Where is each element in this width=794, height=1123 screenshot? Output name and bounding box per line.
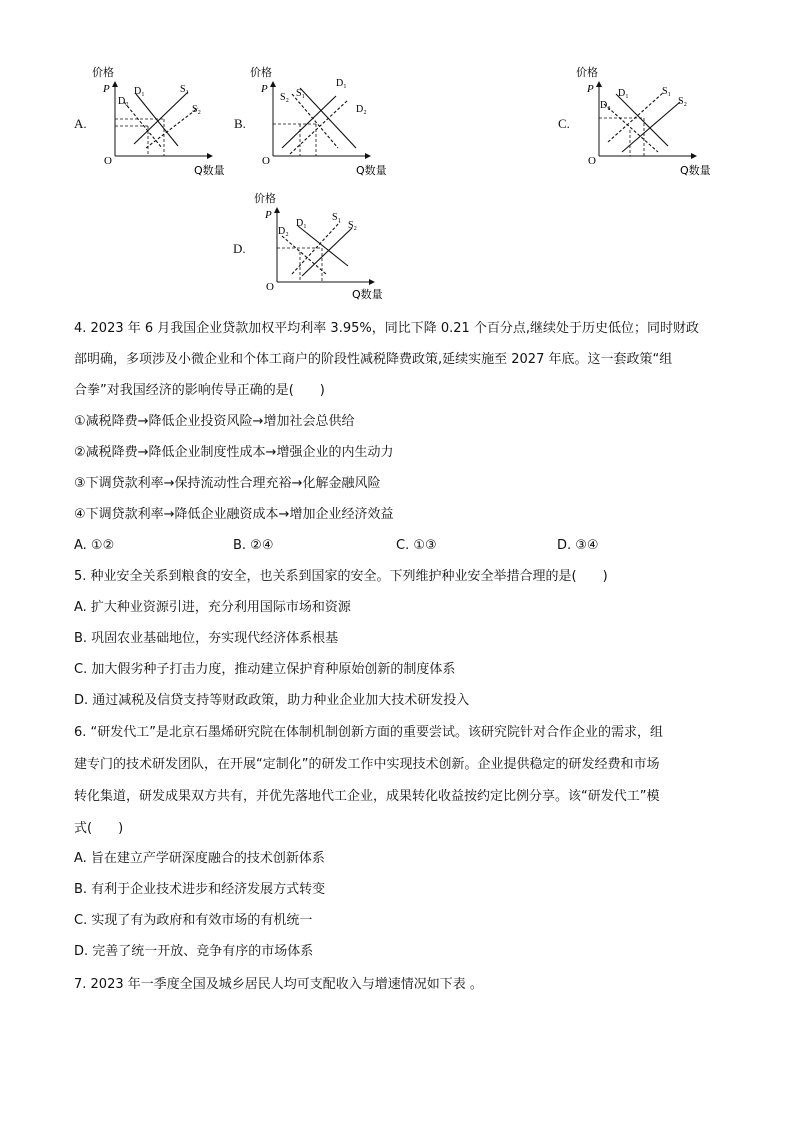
graph-d xyxy=(254,190,400,306)
q6-choice-a[interactable]: A. 旨在建立产学研深度融合的技术创新体系 xyxy=(74,851,325,866)
y-axis-label: 价格 xyxy=(576,66,598,79)
curve-label: S₁ xyxy=(296,88,306,99)
curve-label: D₁ xyxy=(336,78,347,89)
q4-item-2: ②减税降费→降低企业制度性成本→增强企业的内生动力 xyxy=(74,445,394,460)
q4-stem-line-3: 合拳”对我国经济的影响传导正确的是( ) xyxy=(74,383,325,398)
curve-label: D₁ xyxy=(618,88,629,99)
option-d-letter: D. xyxy=(233,241,246,256)
graph-c xyxy=(576,64,718,180)
curve-label: S₁ xyxy=(180,84,190,95)
q4-item-3: ③下调贷款利率→保持流动性合理充裕→化解金融风险 xyxy=(74,476,381,491)
q6-choice-c[interactable]: C. 实现了有为政府和有效市场的有机统一 xyxy=(74,913,313,928)
q4-choice-d[interactable]: D. ③④ xyxy=(557,538,599,553)
q6-choice-d[interactable]: D. 完善了统一开放、竞争有序的市场体系 xyxy=(74,944,314,959)
curve-label: D₂ xyxy=(278,226,289,237)
q5-choice-b[interactable]: B. 巩固农业基础地位，夯实现代经济体系根基 xyxy=(74,631,339,646)
x-axis-label: Q数量 xyxy=(356,164,387,177)
q6-choice-b[interactable]: B. 有利于企业技术进步和经济发展方式转变 xyxy=(74,882,326,897)
curve-label: S₂ xyxy=(192,104,202,115)
p-label: P xyxy=(265,209,272,221)
origin-label: O xyxy=(104,155,112,167)
curve-label: S₂ xyxy=(348,220,358,231)
p-label: P xyxy=(587,83,594,95)
q4-choice-a[interactable]: A. ①② xyxy=(74,538,115,553)
x-axis-label: Q数量 xyxy=(680,164,711,177)
curve-label: S₂ xyxy=(678,96,688,107)
x-axis-label: Q数量 xyxy=(194,164,225,177)
y-axis-label: 价格 xyxy=(92,66,114,79)
curve-label: S₁ xyxy=(662,86,672,97)
graph-b xyxy=(250,64,406,180)
q6-stem-line-4: 式( ) xyxy=(74,821,124,836)
curve-label: D₂ xyxy=(356,104,367,115)
curve-label: D₂ xyxy=(600,100,611,111)
q6-stem-line-2: 建专门的技术研发团队，在开展“定制化”的研发工作中实现技术创新。企业提供稳定的研发经费和市场 xyxy=(74,757,660,772)
q4-stem-line-1: 4. 2023 年 6 月我国企业贷款加权平均利率 3.95%，同比下降 0.21 个百分点,继续处于历史低位；同时财政 xyxy=(74,321,700,336)
q4-choice-b[interactable]: B. ②④ xyxy=(233,538,274,553)
x-axis-label: Q数量 xyxy=(352,288,383,301)
p-label: P xyxy=(103,83,110,95)
q4-stem-line-2: 部明确，多项涉及小微企业和个体工商户的阶段性减税降费政策,延续实施至 2027 年底。这一套政策“组 xyxy=(74,352,673,367)
origin-label: O xyxy=(266,281,274,293)
q5-choice-d[interactable]: D. 通过减税及信贷支持等财政政策，助力种业企业加大技术研发投入 xyxy=(74,693,470,708)
curve-label: D₂ xyxy=(118,96,129,107)
q4-choice-c[interactable]: C. ①③ xyxy=(396,538,437,553)
q5-stem: 5. 种业安全关系到粮食的安全，也关系到国家的安全。下列维护种业安全举措合理的是( ) xyxy=(74,569,608,584)
option-b-letter: B. xyxy=(234,116,246,131)
origin-label: O xyxy=(588,155,596,167)
graph-a xyxy=(92,64,234,180)
q6-stem-line-3: 转化集道，研发成果双方共有，并优先落地代工企业，成果转化收益按约定比例分享。该“研发代工”模 xyxy=(74,789,660,804)
curve-label: D₁ xyxy=(134,86,145,97)
y-axis-label: 价格 xyxy=(250,66,272,79)
q5-choice-c[interactable]: C. 加大假劣种子打击力度，推动建立保护育种原始创新的制度体系 xyxy=(74,662,456,677)
curve-label: D₁ xyxy=(296,218,307,229)
p-label: P xyxy=(261,83,268,95)
curve-label: S₂ xyxy=(280,92,290,103)
curve-label: S₁ xyxy=(332,212,342,223)
q4-item-4: ④下调贷款利率→降低企业融资成本→增加企业经济效益 xyxy=(74,507,394,522)
q6-stem-line-1: 6. “研发代工”是北京石墨烯研究院在体制机制创新方面的重要尝试。该研究院针对合作企业的需求，组 xyxy=(74,725,664,740)
q4-item-1: ①减税降费→降低企业投资风险→增加社会总供给 xyxy=(74,414,355,429)
q5-choice-a[interactable]: A. 扩大种业资源引进，充分利用国际市场和资源 xyxy=(74,600,351,615)
option-a-letter: A. xyxy=(74,116,87,131)
origin-label: O xyxy=(262,155,270,167)
option-c-letter: C. xyxy=(558,116,570,131)
y-axis-label: 价格 xyxy=(254,192,276,205)
q7-stem: 7. 2023 年一季度全国及城乡居民人均可支配收入与增速情况如下表 。 xyxy=(74,977,483,992)
